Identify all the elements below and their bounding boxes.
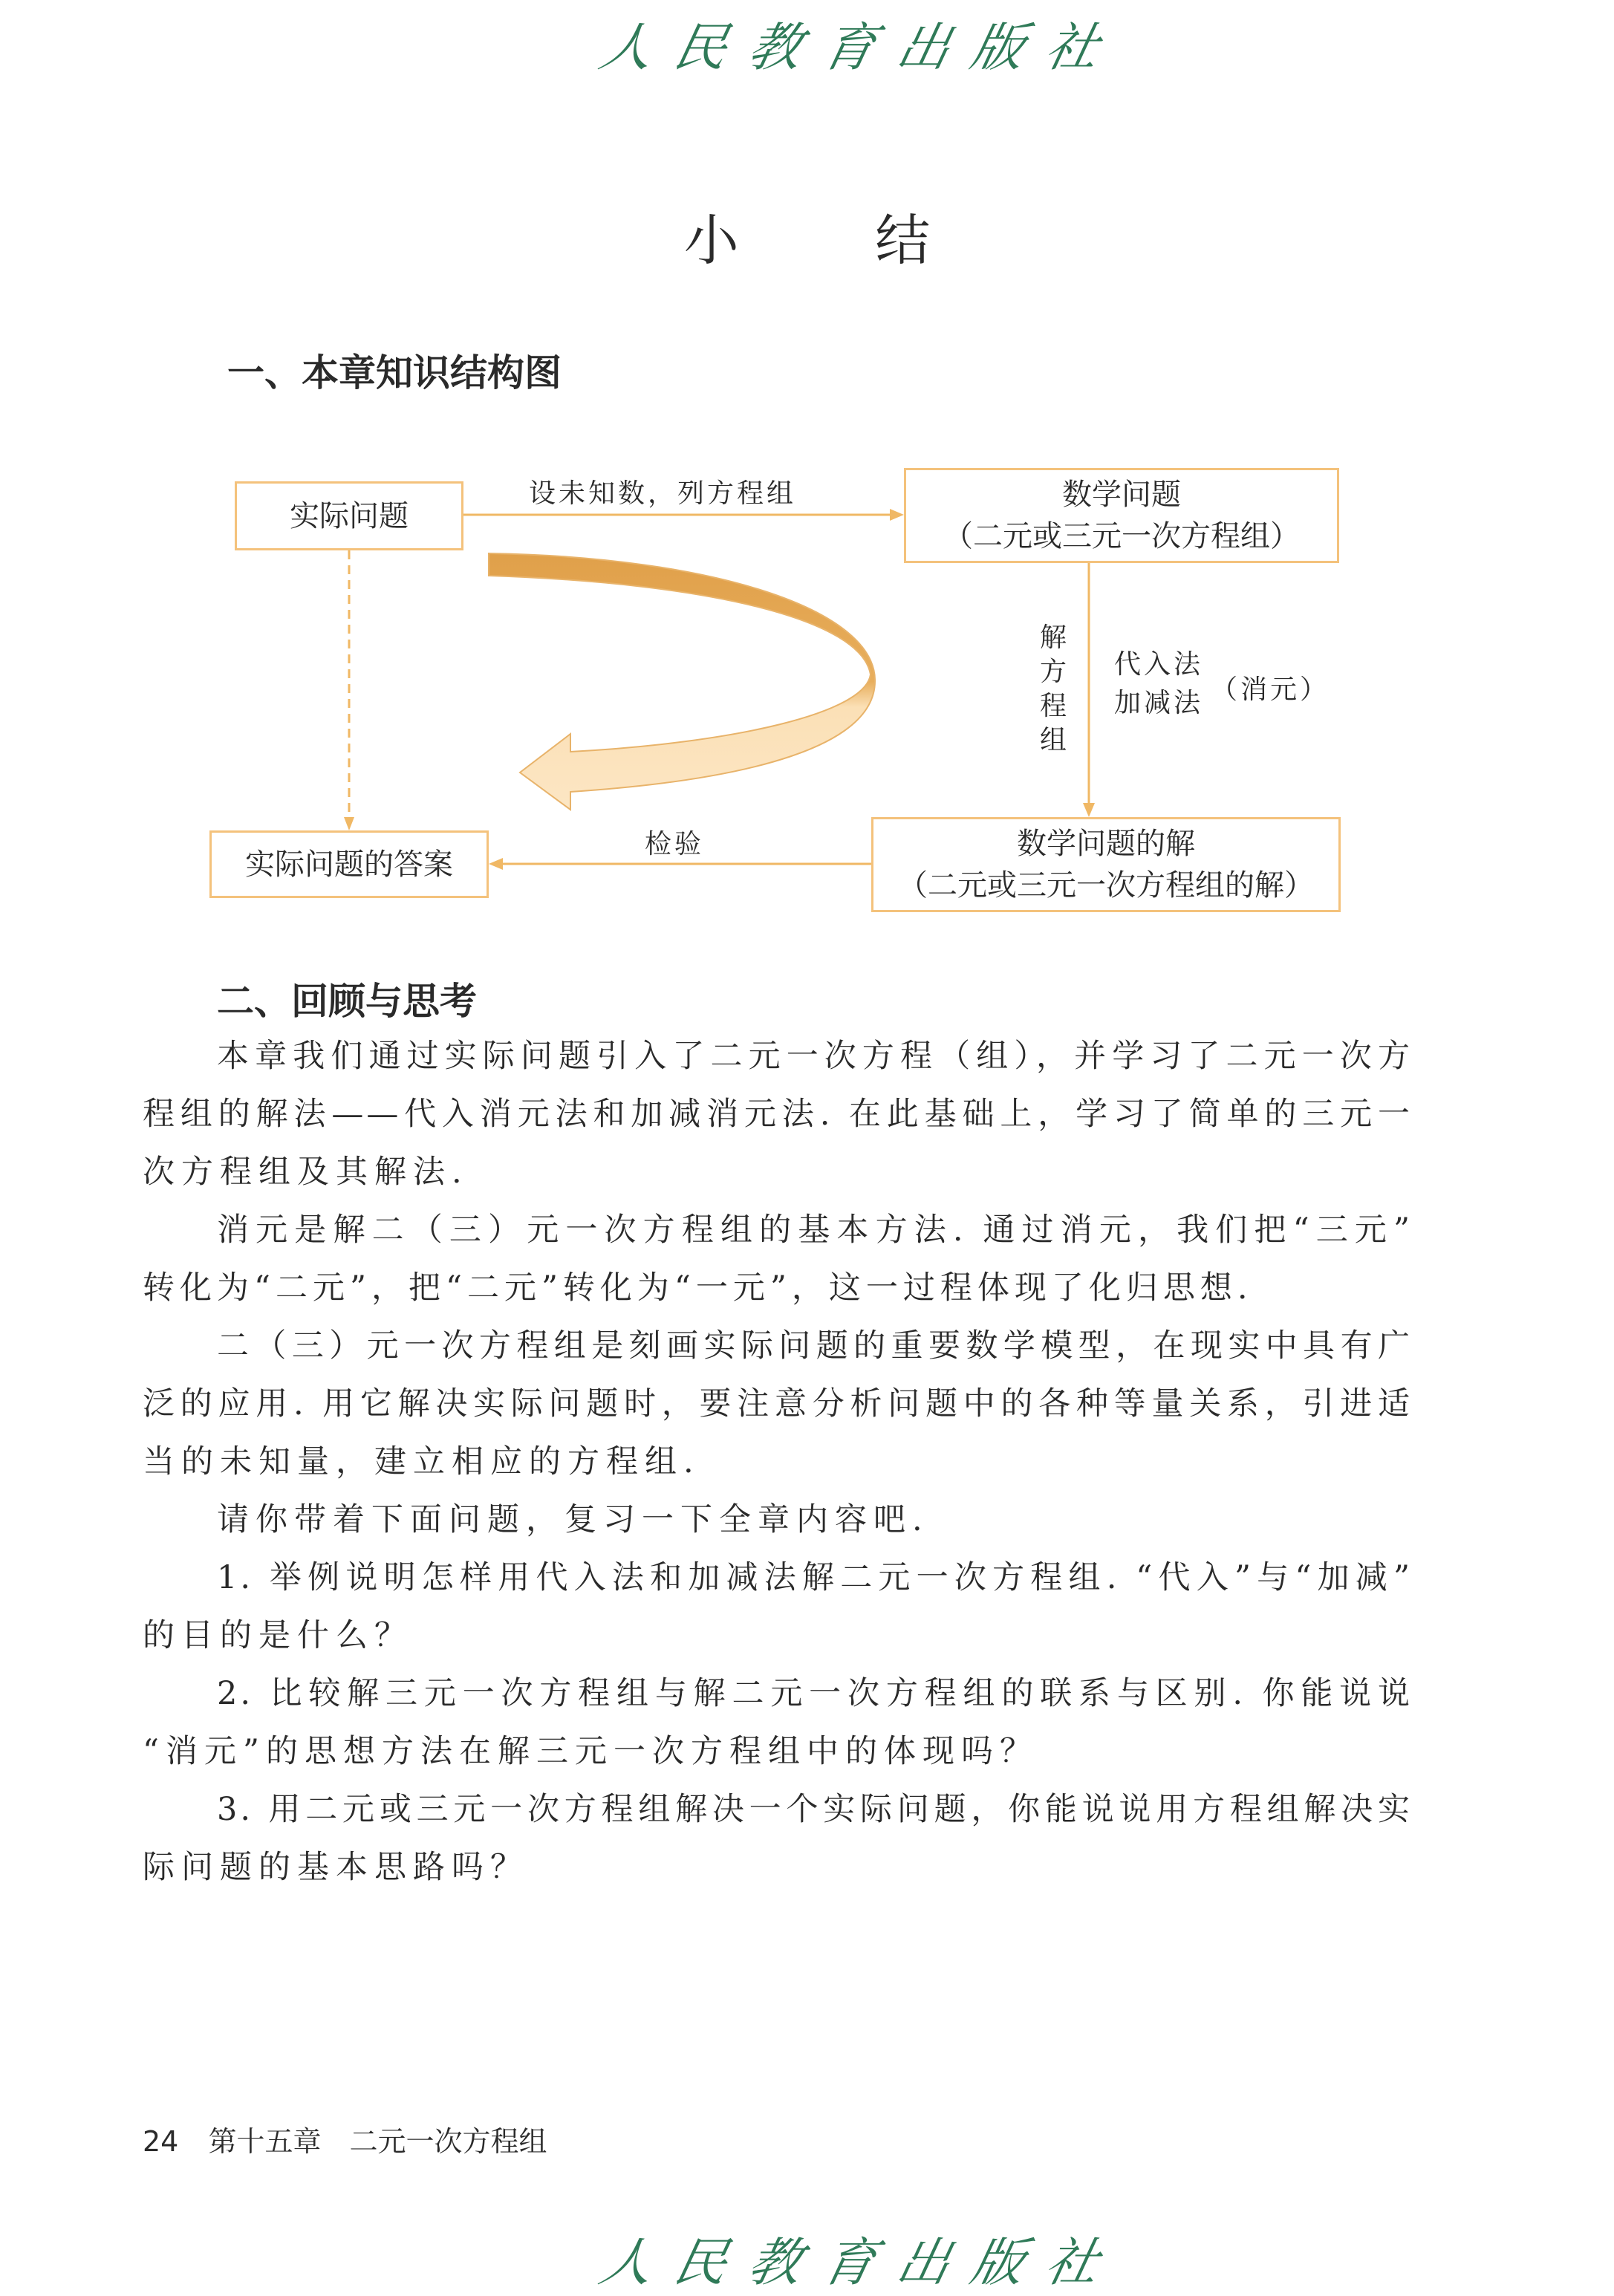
label-elimination: （消元） <box>1211 674 1330 705</box>
text-line: “消元”的思想方法在解三元一次方程组中的体现吗？ <box>143 1733 1038 1770</box>
label-solve: 解方程组 <box>1039 622 1067 755</box>
page-title: 小 结 <box>683 209 990 273</box>
text-line: 次方程组及其解法. <box>143 1154 469 1191</box>
text-line: 转化为“二元”，把“二元”转化为“一元”，这一过程体现了化归思想. <box>143 1269 1253 1307</box>
publisher-logo-bottom: 人民教育出版社 <box>594 2232 1127 2293</box>
label-setup: 设未知数，列方程组 <box>529 478 797 509</box>
box-math-problem-sub: （二元或三元一次方程组） <box>943 519 1300 553</box>
box-real-answer <box>209 830 489 898</box>
text-line: 际问题的基本思路吗？ <box>143 1849 529 1886</box>
text-line: 2. 比较解三元一次方程组与解二元一次方程组的联系与区别. 你能说说 <box>217 1675 1413 1712</box>
box-real-problem <box>235 481 463 550</box>
text-line: 程组的解法——代入消元法和加减消元法. 在此基础上，学习了简单的三元一 <box>143 1096 1413 1133</box>
text-line: 消元是解二（三）元一次方程组的基本方法. 通过消元，我们把“三元” <box>217 1212 1413 1249</box>
box-math-solution-title: 数学问题的解 <box>1017 827 1195 861</box>
text-line: 的目的是什么？ <box>143 1617 413 1654</box>
label-check: 检验 <box>645 829 705 859</box>
text-line: 请你带着下面问题，复习一下全章内容吧. <box>217 1501 929 1538</box>
box-math-problem <box>904 468 1339 563</box>
box-real-problem-text: 实际问题 <box>290 498 409 533</box>
section-heading-review: 二、回顾与思考 <box>217 980 477 1023</box>
page-number: 24 <box>143 2125 179 2158</box>
box-math-solution <box>871 817 1341 912</box>
text-line: 二（三）元一次方程组是刻画实际问题的重要数学模型，在现实中具有广 <box>217 1327 1413 1365</box>
text-line: 3. 用二元或三元一次方程组解决一个实际问题，你能说说用方程组解决实 <box>217 1791 1413 1828</box>
text-line: 泛的应用. 用它解决实际问题时，要注意分析问题中的各种等量关系，引进适 <box>143 1385 1413 1422</box>
section-heading-knowledge-map: 一、本章知识结构图 <box>227 351 562 394</box>
box-math-solution-sub: （二元或三元一次方程组的解） <box>898 868 1314 903</box>
page-footer <box>143 2118 547 2159</box>
box-real-answer-text: 实际问题的答案 <box>245 847 453 882</box>
text-line: 本章我们通过实际问题引入了二元一次方程（组），并学习了二元一次方 <box>217 1038 1413 1075</box>
chapter-title: 第十五章 二元一次方程组 <box>208 2125 547 2158</box>
publisher-logo-top: 人民教育出版社 <box>594 17 1127 78</box>
curved-return-arrow <box>489 553 875 810</box>
box-math-problem-title: 数学问题 <box>1062 478 1181 512</box>
text-line: 1. 举例说明怎样用代入法和加减法解二元一次方程组. “代入”与“加减” <box>217 1559 1413 1596</box>
label-method-substitution: 代入法 <box>1114 649 1204 680</box>
label-method-addition: 加减法 <box>1114 688 1204 718</box>
text-line: 当的未知量，建立相应的方程组. <box>143 1443 700 1480</box>
